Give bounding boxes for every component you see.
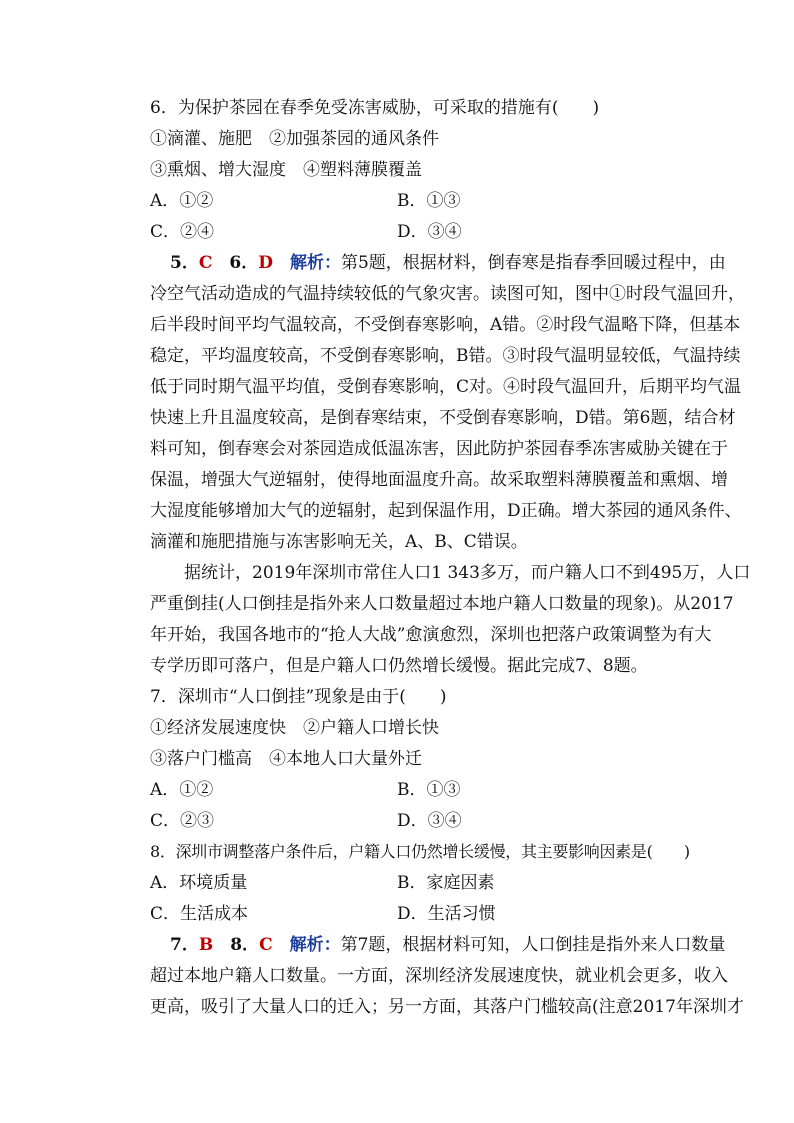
q7-items-3-4: ③落户门槛高 ④本地人口大量外迁 — [150, 749, 422, 769]
ans56-line-4: 低于同时期气温平均值，受倒春寒影响，C对。④时段气温回升，后期平均气温 — [150, 377, 742, 397]
ans78-header — [170, 934, 726, 956]
q6-options-row1 — [150, 190, 680, 212]
q6-stem: 6．为保护茶园在春季免受冻害威胁，可采取的措施有( ) — [150, 98, 600, 118]
ans56-answer5: C — [198, 253, 213, 273]
passage-line-0: 据统计，2019年深圳市常住人口1 343多万，而户籍人口不到495万，人口 — [184, 563, 751, 583]
passage-line-1: 严重倒挂(人口倒挂是指外来人口数量超过本地户籍人口数量的现象)。从2017 — [150, 594, 734, 614]
q7-option-c: C．②③ — [150, 811, 215, 831]
ans56-line-1: 冷空气活动造成的气温持续较低的气象灾害。读图可知，图中①时段气温回升， — [150, 284, 745, 304]
q6-option-d: D．③④ — [397, 222, 462, 242]
ans78-line-2: 更高，吸引了大量人口的迁入；另一方面，其落户门槛较高(注意2017年深圳才 — [150, 997, 744, 1017]
q8-option-c: C．生活成本 — [150, 904, 249, 924]
q7-option-b: B．①③ — [397, 780, 461, 800]
q6-items-3-4: ③熏烟、增大湿度 ④塑料薄膜覆盖 — [150, 160, 422, 180]
q6-option-b: B．①③ — [397, 191, 461, 211]
ans56-line-7: 保温，增强大气逆辐射，使得地面温度升高。故采取塑料薄膜覆盖和熏烟、增 — [150, 470, 728, 490]
ans56-line-8: 大湿度能够增加大气的逆辐射，起到保温作用，D正确。增大茶园的通风条件、 — [150, 501, 742, 521]
q8-option-d: D．生活习惯 — [397, 904, 496, 924]
ans78-num8: 8． — [230, 935, 260, 955]
ans78-line-1: 超过本地户籍人口数量。一方面，深圳经济发展速度快，就业机会更多，收入 — [150, 966, 728, 986]
ans56-answer6: D — [258, 253, 273, 273]
q7-options-row2 — [150, 810, 680, 832]
q8-option-a: A．环境质量 — [150, 873, 248, 893]
ans78-answer8: C — [259, 935, 273, 955]
ans56-header — [170, 252, 726, 274]
ans78-label: 解析： — [289, 935, 341, 955]
ans56-line-0: 第5题，根据材料，倒春寒是指春季回暖过程中，由 — [340, 253, 726, 273]
ans56-num5: 5． — [170, 253, 199, 273]
passage-line-2: 年开始，我国各地市的“抢人大战”愈演愈烈，深圳也把落户政策调整为有大 — [150, 625, 712, 645]
ans78-num7: 7． — [170, 935, 199, 955]
ans56-line-6: 料可知，倒春寒会对茶园造成低温冻害，因此防护茶园春季冻害威胁关键在于 — [150, 439, 728, 459]
q7-options-row1 — [150, 779, 680, 801]
q6-items-1-2: ①滴灌、施肥 ②加强茶园的通风条件 — [150, 129, 439, 149]
q6-options-row2 — [150, 221, 680, 243]
q8-options-row1 — [150, 872, 680, 894]
q6-option-a: A．①② — [150, 191, 214, 211]
q8-option-b: B．家庭因素 — [397, 873, 495, 893]
q7-option-a: A．①② — [150, 780, 214, 800]
ans56-line-9: 滴灌和施肥措施与冻害影响无关，A、B、C错误。 — [150, 532, 528, 552]
q8-options-row2 — [150, 903, 680, 925]
ans56-line-2: 后半段时间平均气温较高，不受倒春寒影响，A错。②时段气温略下降，但基本 — [150, 315, 741, 335]
q8-stem: 8．深圳市调整落户条件后，户籍人口仍然增长缓慢，其主要影响因素是( ) — [150, 842, 690, 861]
ans56-num6: 6． — [229, 253, 259, 273]
q7-stem: 7．深圳市“人口倒挂”现象是由于( ) — [150, 687, 447, 707]
q7-option-d: D．③④ — [397, 811, 462, 831]
ans78-answer7: B — [198, 935, 214, 955]
q7-items-1-2: ①经济发展速度快 ②户籍人口增长快 — [150, 718, 439, 738]
passage-line-3: 专学历即可落户，但是户籍人口仍然增长缓慢。据此完成7、8题。 — [150, 656, 648, 676]
ans56-label: 解析： — [289, 253, 341, 273]
q6-option-c: C．②④ — [150, 222, 215, 242]
ans56-line-3: 稳定，平均温度较高，不受倒春寒影响，B错。③时段气温明显较低，气温持续 — [150, 346, 741, 366]
ans78-line-0: 第7题，根据材料可知，人口倒挂是指外来人口数量 — [340, 935, 726, 955]
ans56-line-5: 快速上升且温度较高，是倒春寒结束，不受倒春寒影响，D错。第6题，结合材 — [150, 408, 736, 428]
